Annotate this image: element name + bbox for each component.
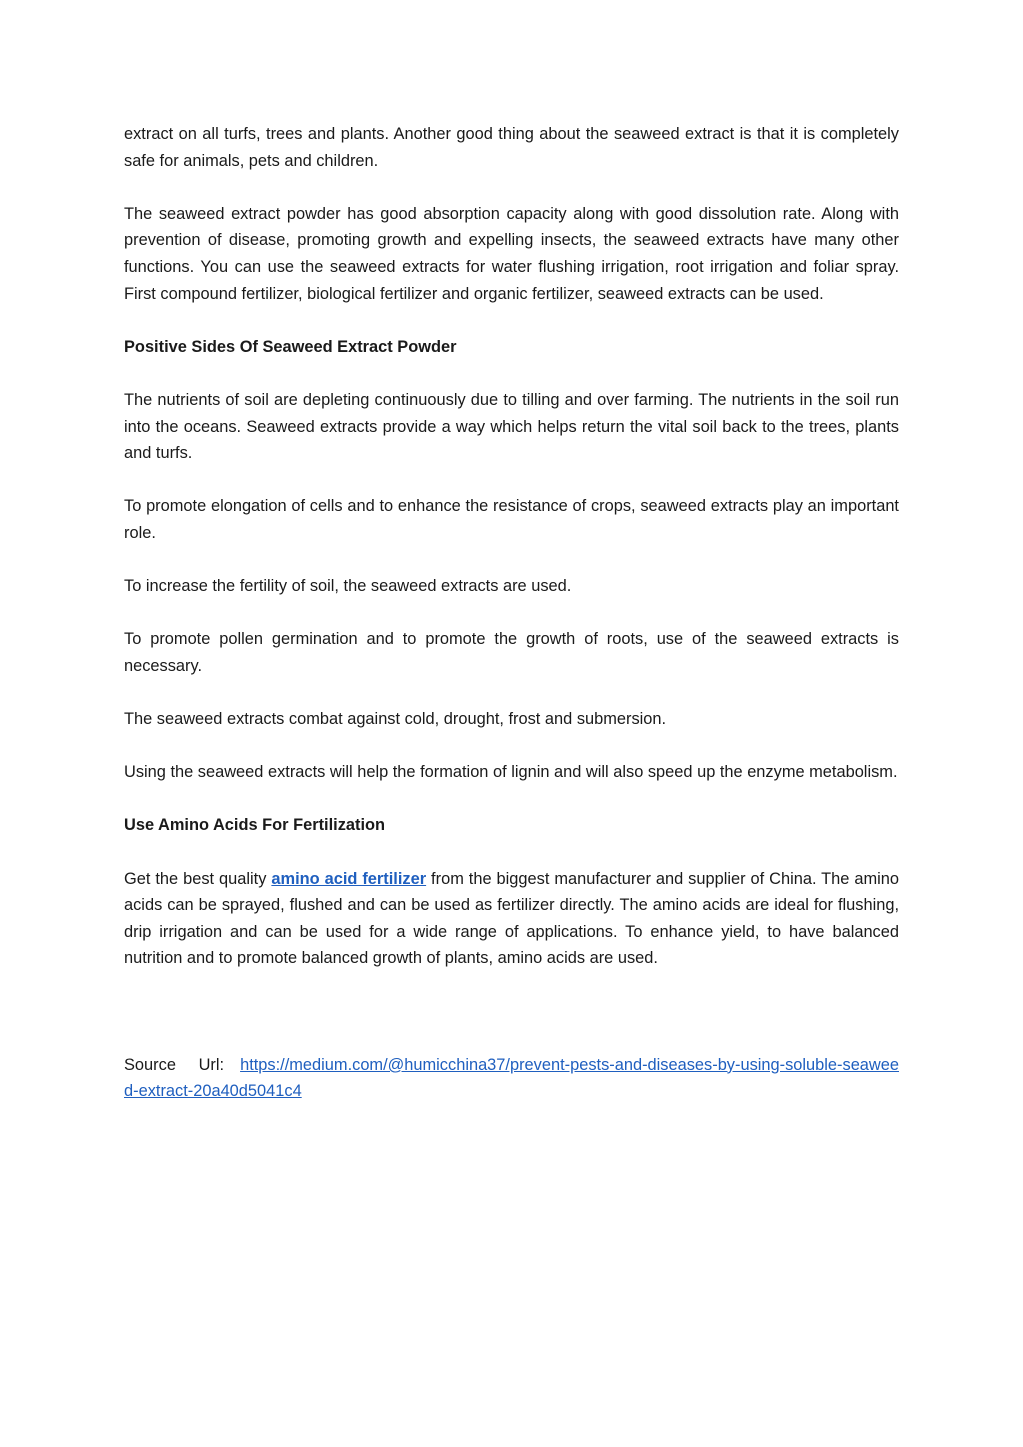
paragraph-soil-nutrients: The nutrients of soil are depleting continuously due to tilling and over farming. The nutrients in the soil run into the oceans. Seaweed extracts provide a way which helps return the vital soil back to the trees, plants and turfs.: [124, 390, 899, 463]
paragraph-safety: extract on all turfs, trees and plants. Another good thing about the seaweed extract is that it is completely safe for animals, pets and children.: [124, 125, 899, 170]
paragraph-combat-cold: The seaweed extracts combat against cold, drought, frost and submersion.: [124, 710, 667, 729]
source-line: [124, 1052, 899, 1105]
heading-positive-sides: Positive Sides Of Seaweed Extract Powder: [124, 337, 457, 356]
paragraph-lignin: Using the seaweed extracts will help the formation of lignin and will also speed up the enzyme metabolism.: [124, 763, 898, 782]
paragraph-cell-elongation: To promote elongation of cells and to enhance the resistance of crops, seaweed extracts play an important role.: [124, 497, 899, 542]
source-url-link[interactable]: https://medium.com/@humicchina37/prevent-pests-and-diseases-by-using-soluble-seaweed-extract-20a40d5041c4: [124, 1055, 899, 1101]
paragraph-amino-acid-fertilizer: [124, 866, 899, 972]
paragraph-powder-functions: The seaweed extract powder has good absorption capacity along with good dissolution rate. Along with prevention of disease, promoting growth and expelling insects, the seaweed extracts have many other functions. You can use the seaweed extracts for water flushing irrigation, root irrigation and foliar spray. First compound fertilizer, biological fertilizer and organic fertilizer, seaweed extracts can be used.: [124, 204, 899, 303]
source-label: Source Url:: [124, 1055, 225, 1074]
paragraph-pollen-germination: To promote pollen germination and to promote the growth of roots, use of the seaweed extracts is necessary.: [124, 630, 899, 675]
amino-intro-text: Get the best quality: [124, 869, 272, 888]
document-page: [124, 121, 899, 1132]
paragraph-soil-fertility: To increase the fertility of soil, the seaweed extracts are used.: [124, 577, 572, 596]
heading-amino-acids: Use Amino Acids For Fertilization: [124, 816, 386, 835]
amino-acid-fertilizer-link[interactable]: amino acid fertilizer: [271, 869, 427, 888]
amino-body-text: from the biggest manufacturer and supplier of China. The amino acids can be sprayed, flushed and can be used as fertilizer directly. The amino acids are ideal for flushing, drip irrigation and can be used for a wide range of applications. To enhance yield, to have balanced nutrition and to promote balanced growth of plants, amino acids are used.: [124, 869, 899, 968]
